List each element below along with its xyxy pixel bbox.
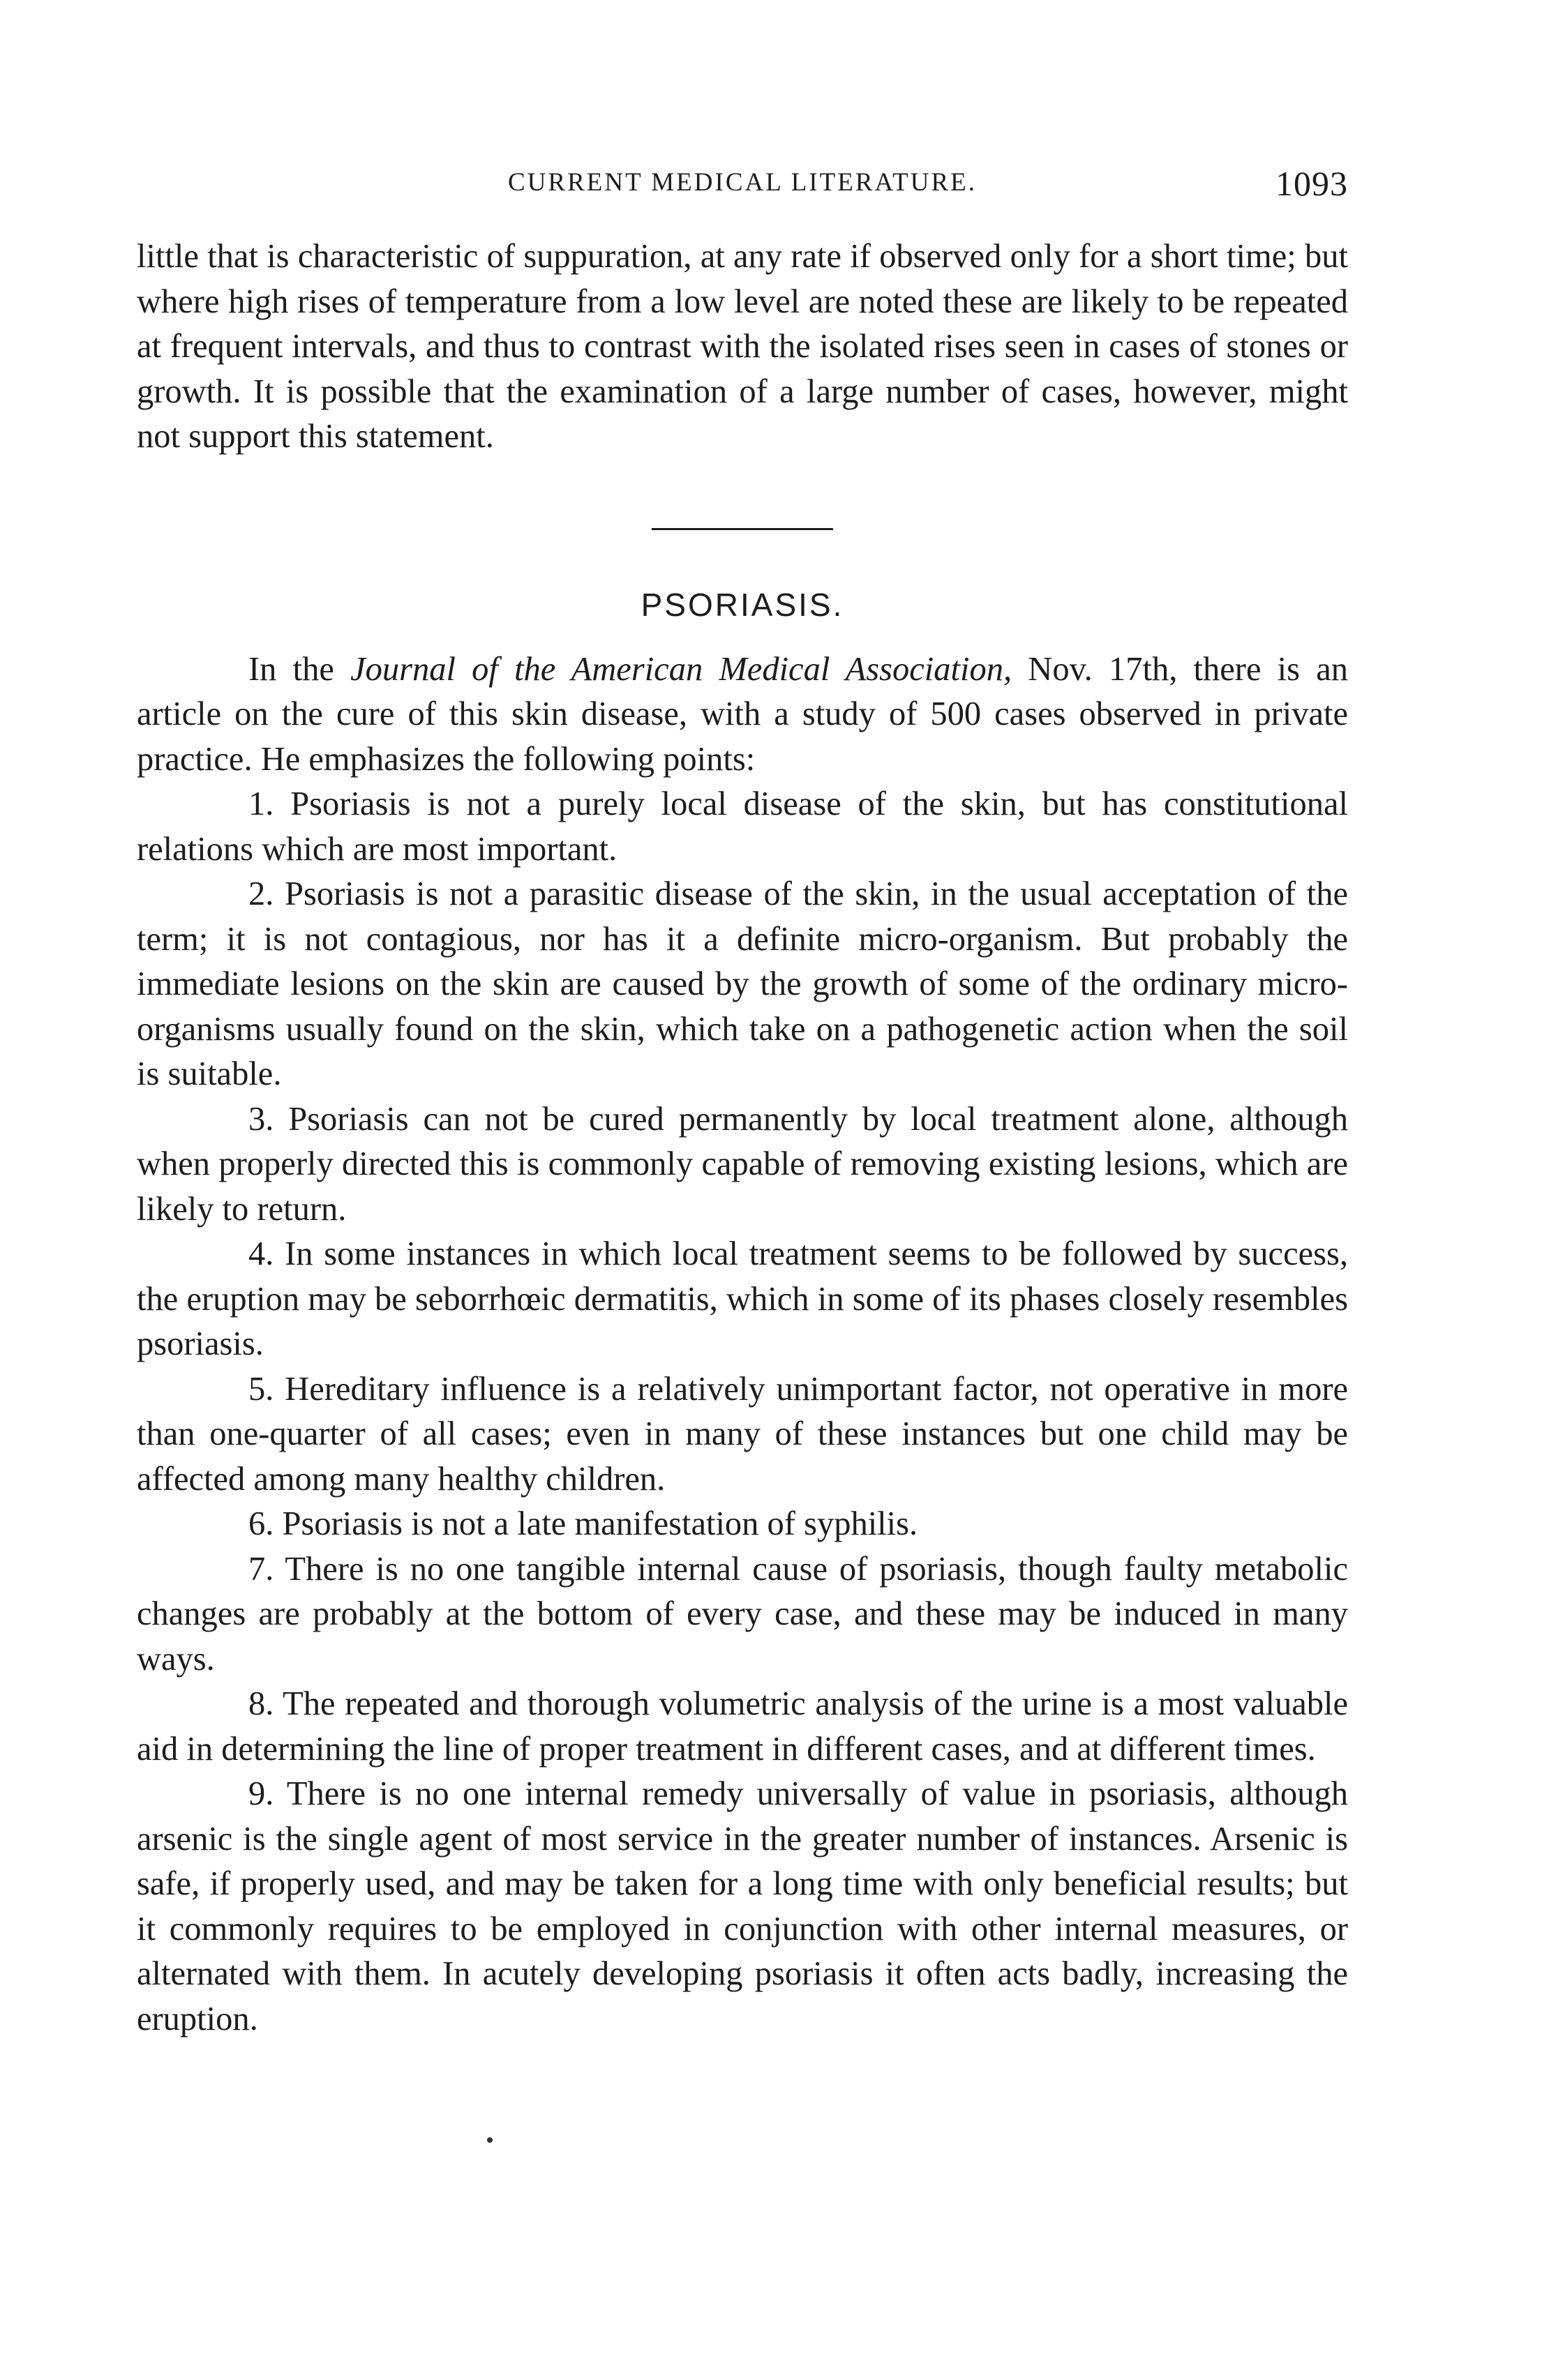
journal-name: Journal of the American Medical Association, <box>350 650 1012 688</box>
document-page <box>137 164 1349 2042</box>
continuation-paragraph: little that is characteristic of suppuration, at any rate if observed only for a short time; but where high rises of temperature from a low level are noted these are likely to be repeated at frequent intervals, and thus to contrast with the isolated rises seen in cases of stones or growth. It is possible that the examination of a large number of cases, however, might not support this statement. <box>137 238 1348 455</box>
running-header <box>137 164 1348 216</box>
intro-after: Nov. 17th, there is an article on the cure of this skin disease, with a study of 500 cases observed in private practice. He emphasizes the following points: <box>137 650 1349 778</box>
page-number: 1093 <box>1275 164 1348 203</box>
point-5: 5. Hereditary influence is a relatively unimportant factor, not operative in more than one-quarter of all cases; even in many of these instances but one child may be affected among many healthy children. <box>137 1370 1348 1498</box>
section-divider <box>652 528 833 530</box>
point-2: 2. Psoriasis is not a parasitic disease of the skin, in the usual acceptation of the term; it is not contagious, nor has it a definite micro-organism. But probably the immediate lesions on the skin are caused by the growth of some of the ordinary micro-organisms usually found on the skin, which take on a pathogenetic action when the soil is suitable. <box>137 875 1348 1092</box>
running-title: CURRENT MEDICAL LITERATURE. <box>508 168 977 197</box>
section-intro <box>137 647 1348 783</box>
point-3: 3. Psoriasis can not be cured permanently by local treatment alone, although when properly directed this is commonly capable of removing existing lesions, which are likely to return. <box>137 1100 1348 1228</box>
stray-ink-dot <box>487 2137 493 2143</box>
point-7: 7. There is no one tangible internal cause of psoriasis, though faulty metabolic changes are probably at the bottom of every case, and these may be induced in many ways. <box>137 1550 1348 1678</box>
section-title: PSORIASIS. <box>641 586 844 623</box>
intro-before: In the <box>248 650 351 688</box>
point-1: 1. Psoriasis is not a purely local disease of the skin, but has constitutional relations which are most important. <box>137 785 1348 868</box>
point-6: 6. Psoriasis is not a late manifestation of syphilis. <box>248 1505 918 1542</box>
point-4: 4. In some instances in which local treatment seems to be followed by success, the eruption may be seborrhœic dermatitis, which in some of its phases closely resembles psoriasis. <box>137 1235 1348 1362</box>
point-9: 9. There is no one internal remedy universally of value in psoriasis, although arsenic is the single agent of most service in the greater number of instances. Arsenic is safe, if properly used, and may be taken for a long time with only beneficial results; but it commonly requires to be employed in conjunction with other internal measures, or alternated with them. In acutely developing psoriasis it often acts badly, increasing the eruption. <box>137 1775 1348 2038</box>
point-8: 8. The repeated and thorough volumetric analysis of the urine is a most valuable aid in determining the line of proper treatment in different cases, and at different times. <box>137 1685 1348 1768</box>
